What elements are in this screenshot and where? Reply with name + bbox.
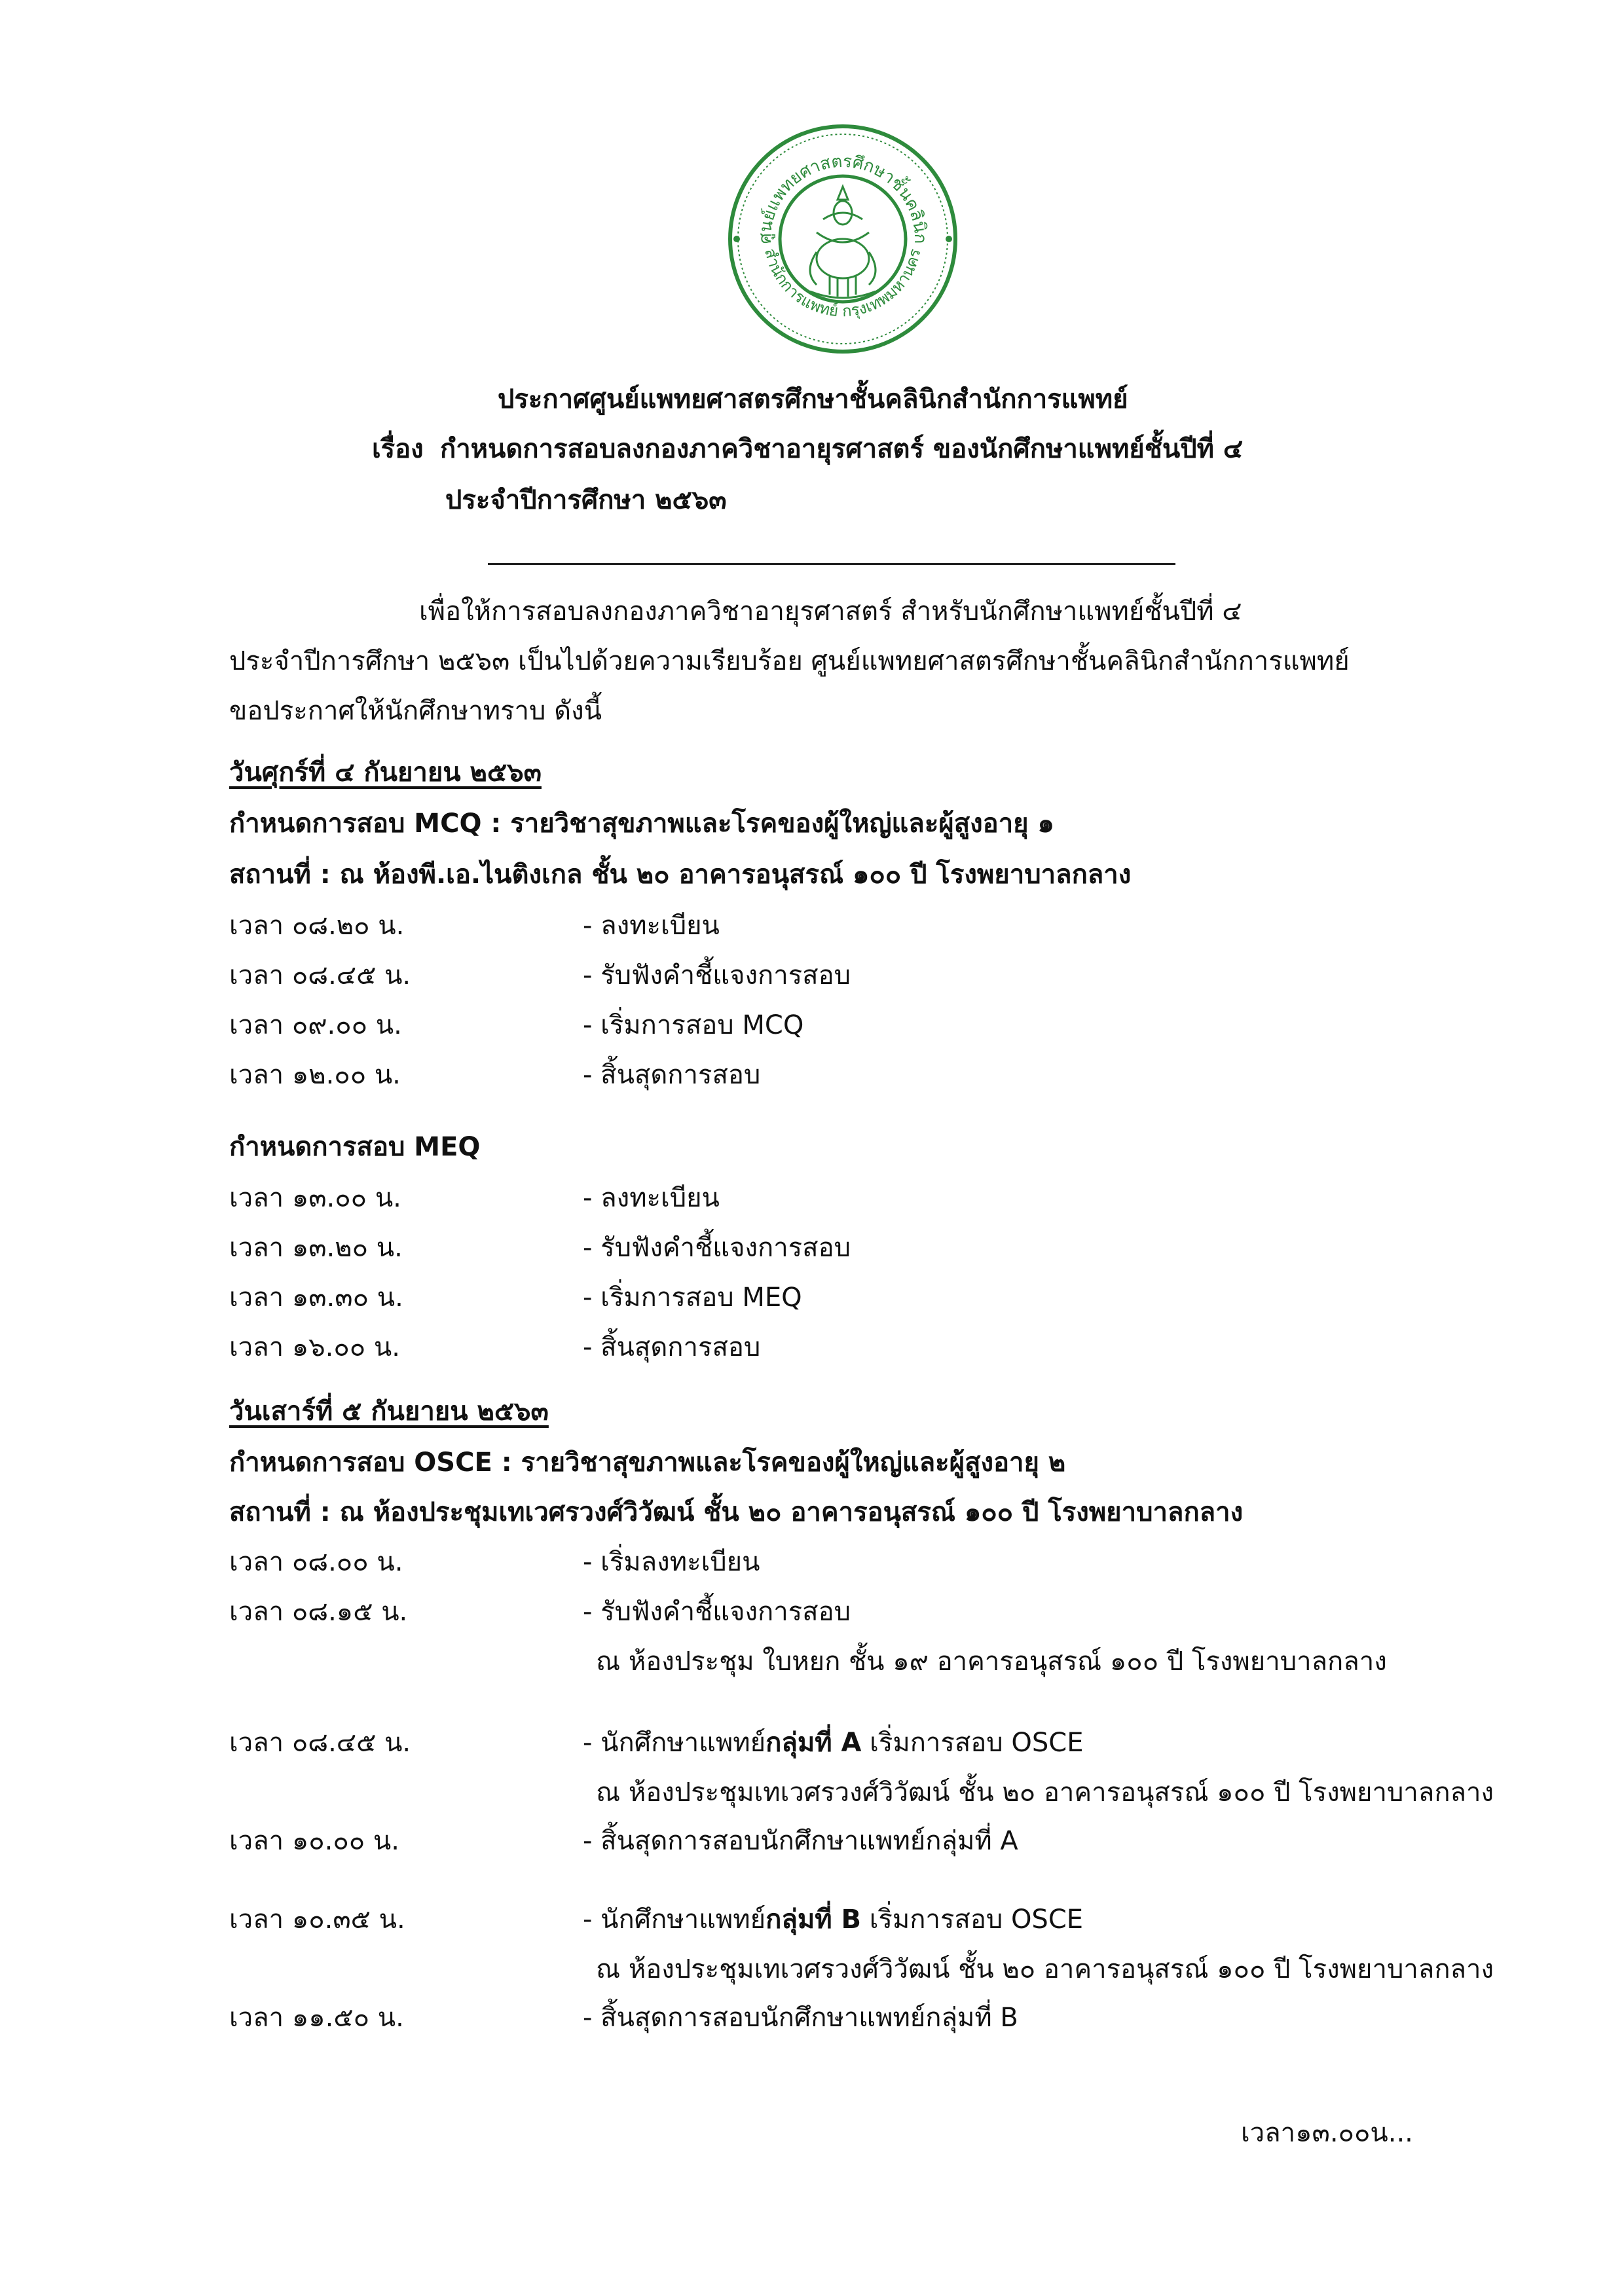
row-time: เวลา ๑๑.๕๐ น. — [229, 2003, 404, 2033]
row-desc: - รับฟังคำชี้แจงการสอบ — [583, 960, 851, 991]
group-label: กลุ่มที่ B — [766, 1904, 861, 1935]
schedule-row — [229, 1824, 1018, 1858]
row-time: เวลา ๑๒.๐๐ น. — [229, 1060, 401, 1090]
row-time: เวลา ๐๘.๑๕ น. — [229, 1597, 408, 1627]
meq-title: กำหนดการสอบ MEQ — [229, 1132, 481, 1162]
schedule-row — [229, 909, 720, 943]
row-desc: - ลงทะเบียน — [583, 1183, 720, 1213]
row-desc-suffix: เริ่มการสอบ OSCE — [861, 1904, 1084, 1935]
academic-year-line: ประจำปีการศึกษา ๒๕๖๓ — [445, 485, 727, 515]
row-time: เวลา ๑๓.๒๐ น. — [229, 1233, 403, 1263]
row-desc: - เริ่มการสอบ MEQ — [583, 1283, 802, 1313]
row-time: เวลา ๐๘.๐๐ น. — [229, 1547, 403, 1577]
row-desc: - สิ้นสุดการสอบ — [583, 1060, 761, 1090]
mcq-title: กำหนดการสอบ MCQ : รายวิชาสุขภาพและโรคของผู้ใหญ่และผู้สูงอายุ ๑ — [229, 809, 1054, 839]
row-time: เวลา ๐๘.๔๕ น. — [229, 1728, 411, 1758]
schedule-row — [229, 1231, 851, 1265]
row-venue-note: ณ ห้องประชุม ใบหยก ชั้น ๑๙ อาคารอนุสรณ์ ๑๐๐ ปี โรงพยาบาลกลาง — [596, 1647, 1387, 1677]
mcq-place: สถานที่ : ณ ห้องพี.เอ.ไนติงเกล ชั้น ๒๐ อาคารอนุสรณ์ ๑๐๐ ปี โรงพยาบาลกลาง — [229, 860, 1132, 890]
row-desc: - รับฟังคำชี้แจงการสอบ — [583, 1233, 851, 1263]
schedule-row — [229, 1058, 760, 1092]
intro-line-3: ขอประกาศให้นักศึกษาทราบ ดังนี้ — [229, 696, 602, 726]
row-time: เวลา ๐๘.๔๕ น. — [229, 960, 411, 991]
osce-place: สถานที่ : ณ ห้องประชุมเทเวศรวงศ์วิวัฒน์ ชั้น ๒๐ อาคารอนุสรณ์ ๑๐๐ ปี โรงพยาบาลกลาง — [229, 1497, 1244, 1527]
row-desc-suffix: เริ่มการสอบ OSCE — [861, 1728, 1084, 1758]
row-time: เวลา ๑๐.๐๐ น. — [229, 1826, 399, 1856]
intro-line-1: เพื่อให้การสอบลงกองภาควิชาอายุรศาสตร์ สำหรับนักศึกษาแพทย์ชั้นปีที่ ๔ — [419, 596, 1242, 627]
row-time: เวลา ๑๓.๐๐ น. — [229, 1183, 401, 1213]
row-venue-note: ณ ห้องประชุมเทเวศรวงศ์วิวัฒน์ ชั้น ๒๐ อาคารอนุสรณ์ ๑๐๐ ปี โรงพยาบาลกลาง — [596, 1954, 1494, 1984]
schedule-row — [229, 1281, 802, 1315]
schedule-row — [229, 1181, 720, 1215]
row-time: เวลา ๑๖.๐๐ น. — [229, 1332, 400, 1362]
row-desc-prefix: - นักศึกษาแพทย์ — [583, 1904, 766, 1935]
row-time: เวลา ๑๐.๓๕ น. — [229, 1904, 405, 1935]
row-time: เวลา ๐๘.๒๐ น. — [229, 911, 405, 941]
row-desc-prefix: - นักศึกษาแพทย์ — [583, 1728, 766, 1758]
svg-text:ศูนย์แพทยศาสตรศึกษาชั้นคลินิก: ศูนย์แพทยศาสตรศึกษาชั้นคลินิก — [755, 151, 931, 244]
day1-date-heading: วันศุกร์ที่ ๔ กันยายน ๒๕๖๓ — [229, 757, 542, 788]
intro-line-2: ประจำปีการศึกษา ๒๕๖๓ เป็นไปด้วยความเรียบร้อย ศูนย์แพทยศาสตรศึกษาชั้นคลินิกสำนักการแพทย์ — [229, 646, 1350, 676]
schedule-row — [229, 1330, 760, 1364]
schedule-row — [229, 2001, 1018, 2035]
subject-label: เรื่อง — [372, 434, 424, 464]
row-desc: - เริ่มการสอบ MCQ — [583, 1010, 804, 1040]
row-venue-note: ณ ห้องประชุมเทเวศรวงศ์วิวัฒน์ ชั้น ๒๐ อาคารอนุสรณ์ ๑๐๐ ปี โรงพยาบาลกลาง — [596, 1777, 1494, 1808]
seal-emblem-icon — [725, 121, 961, 357]
row-time: เวลา ๐๙.๐๐ น. — [229, 1010, 402, 1040]
svg-text:สำนักการแพทย์ กรุงเทพมหานคร: สำนักการแพทย์ กรุงเทพมหานคร — [760, 246, 925, 321]
announcement-title: ประกาศศูนย์แพทยศาสตรศึกษาชั้นคลินิกสำนักการแพทย์ — [498, 384, 1128, 414]
row-desc: - สิ้นสุดการสอบนักศึกษาแพทย์กลุ่มที่ A — [583, 1826, 1018, 1856]
row-desc: - เริ่มลงทะเบียน — [583, 1547, 760, 1577]
row-desc: - สิ้นสุดการสอบ — [583, 1332, 761, 1362]
row-desc: - ลงทะเบียน — [583, 911, 720, 941]
continuation-marker: เวลา๑๓.๐๐น... — [1241, 2118, 1413, 2148]
subject-text: กำหนดการสอบลงกองภาควิชาอายุรศาสตร์ ของนักศึกษาแพทย์ชั้นปีที่ ๔ — [440, 434, 1244, 464]
schedule-row — [229, 1903, 1083, 1937]
osce-title: กำหนดการสอบ OSCE : รายวิชาสุขภาพและโรคของผู้ใหญ่และผู้สูงอายุ ๒ — [229, 1448, 1066, 1478]
group-label: กลุ่มที่ A — [766, 1728, 862, 1758]
schedule-row — [229, 958, 851, 993]
schedule-row — [229, 1595, 851, 1629]
schedule-row — [229, 1008, 803, 1042]
row-desc: - สิ้นสุดการสอบนักศึกษาแพทย์กลุ่มที่ B — [583, 2003, 1018, 2033]
schedule-row — [229, 1545, 760, 1579]
header-divider — [488, 563, 1175, 565]
schedule-row — [229, 1726, 1084, 1760]
row-desc: - รับฟังคำชี้แจงการสอบ — [583, 1597, 851, 1627]
day2-date-heading: วันเสาร์ที่ ๕ กันยายน ๒๕๖๓ — [229, 1396, 549, 1427]
row-time: เวลา ๑๓.๓๐ น. — [229, 1283, 403, 1313]
